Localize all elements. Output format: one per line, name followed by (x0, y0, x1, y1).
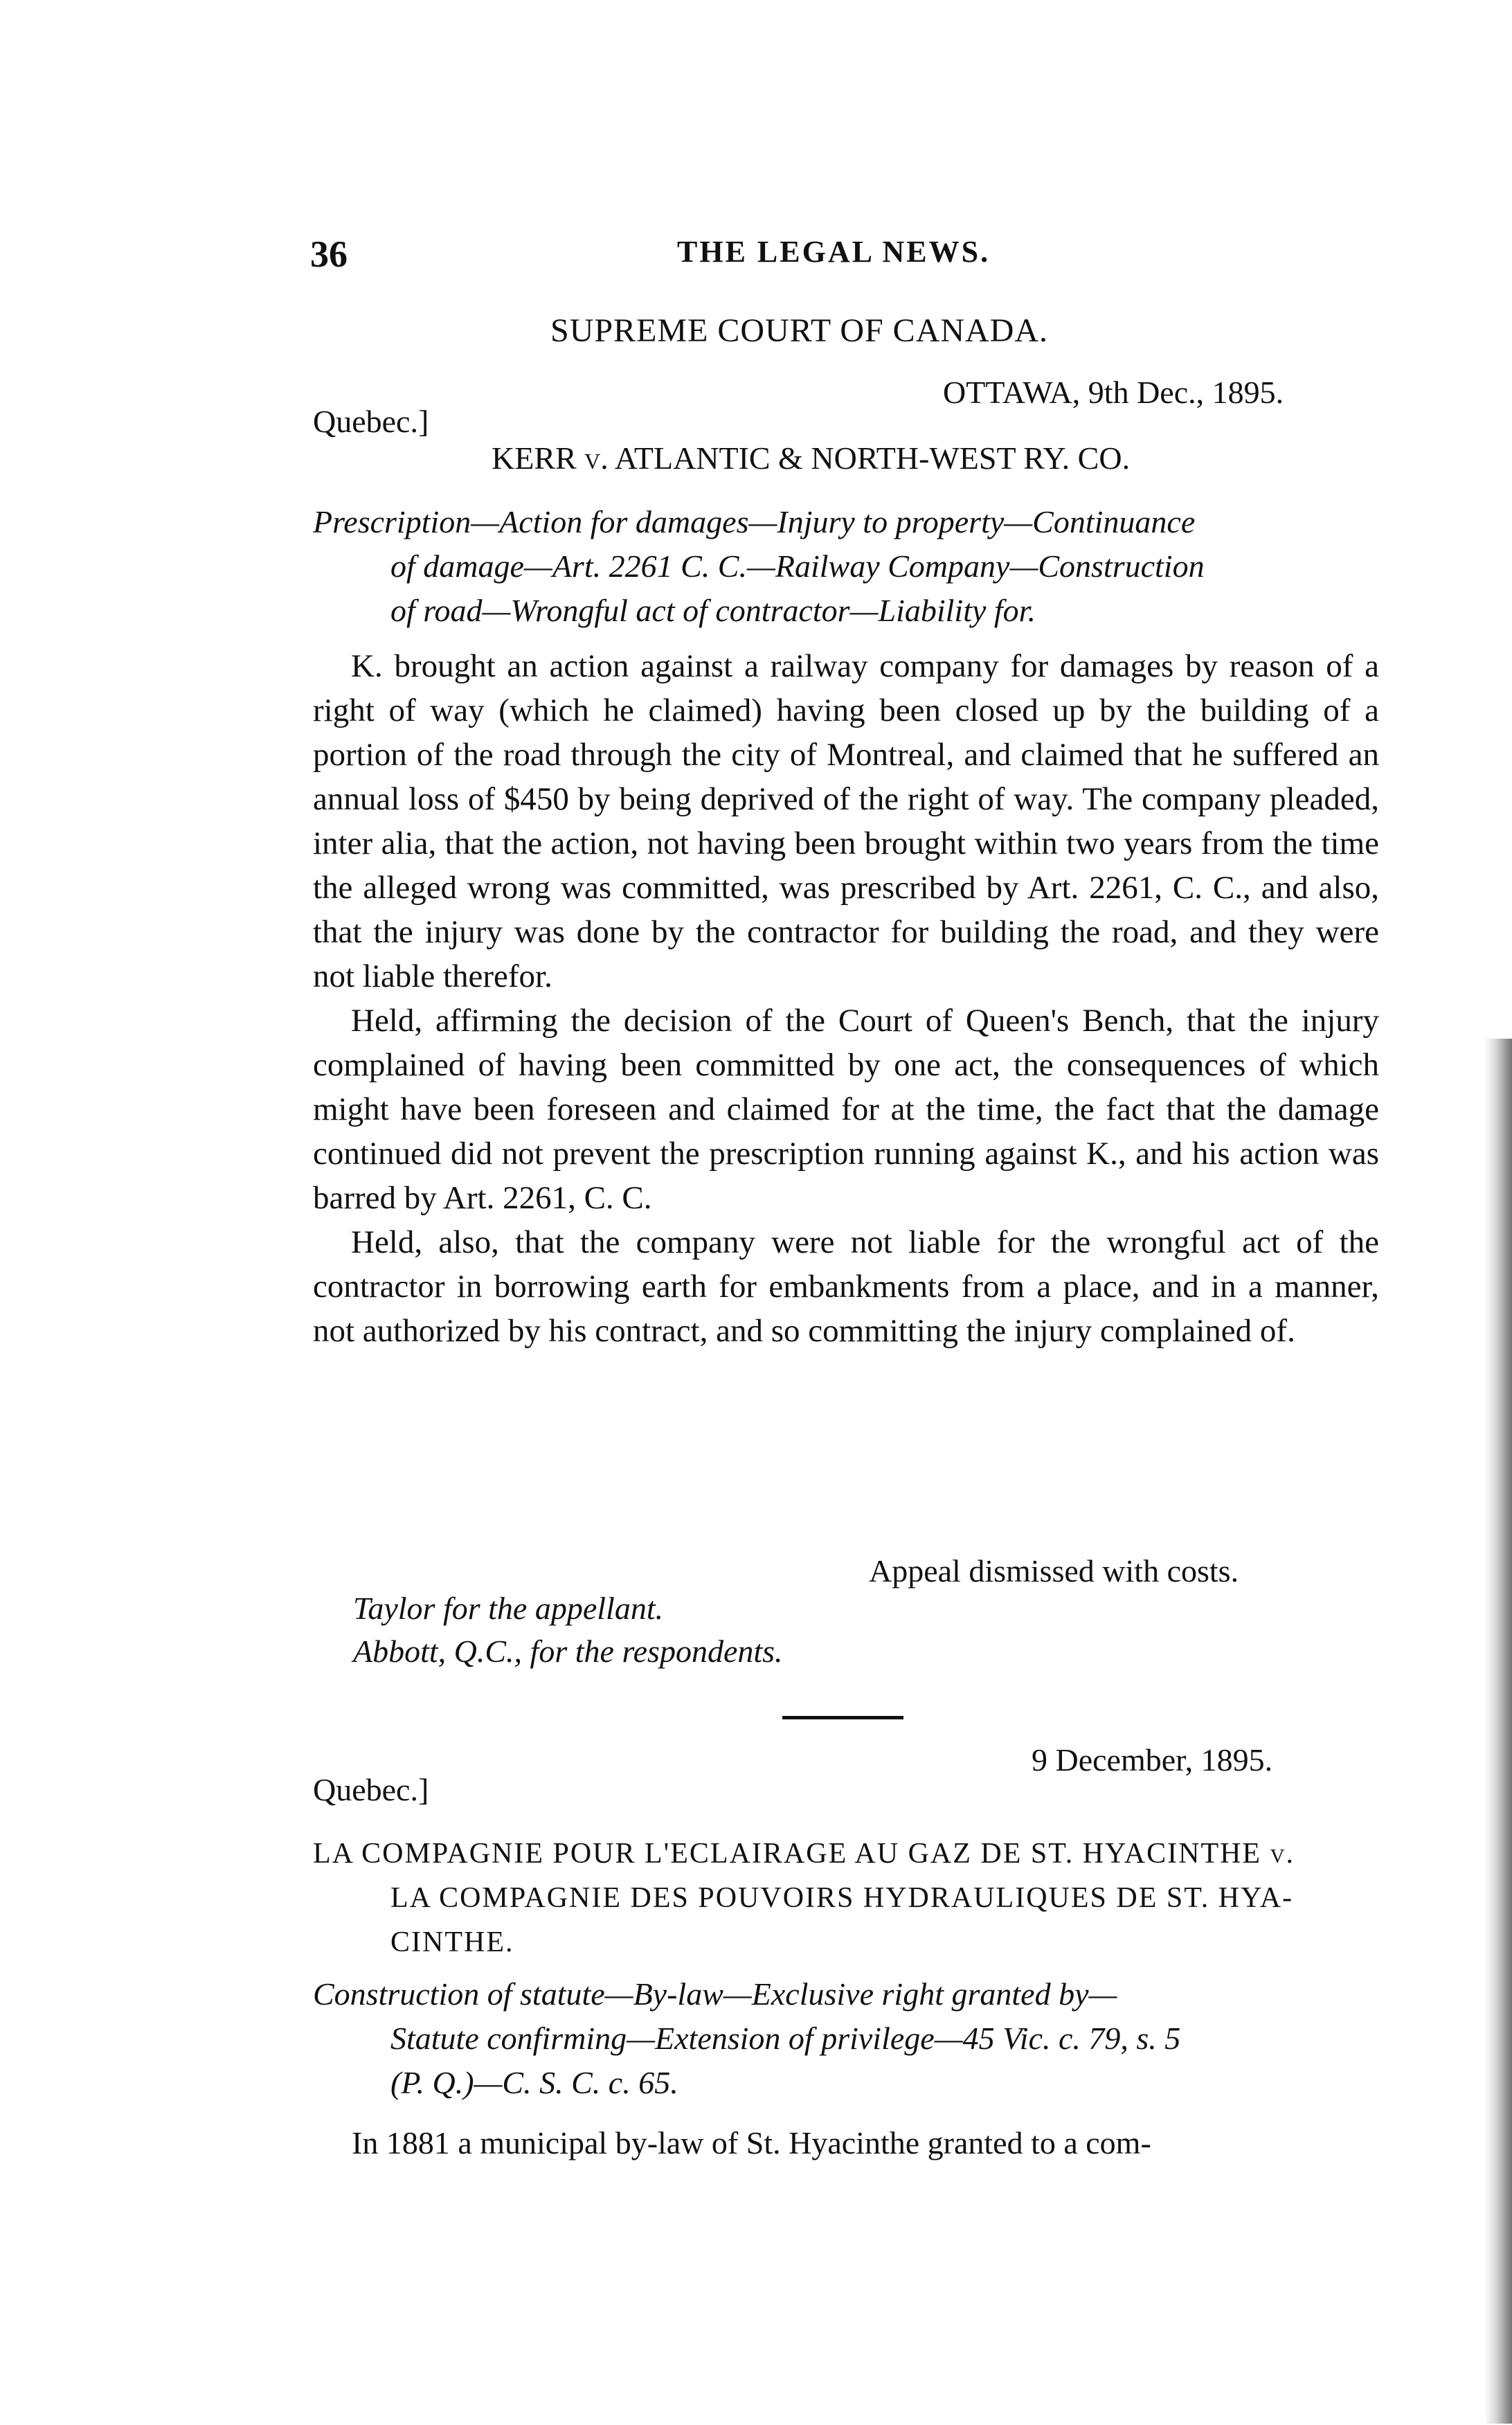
running-title: THE LEGAL NEWS. (677, 235, 991, 269)
case1-province: Quebec.] (313, 404, 429, 439)
case2-opening: In 1881 a municipal by-law of St. Hyacinthe granted to a com- (352, 2125, 1151, 2160)
case1-counsel-appellant: Taylor for the appellant. (353, 1591, 664, 1626)
case1-body (313, 644, 1379, 1353)
case1-paragraph: Held, also, that the company were not liable for the wrongful act of the contractor in borrowing earth for embankments from a place, and in a manner, not authorized by his contract, and so committing the injury complained of. (313, 1224, 1379, 1349)
case1-place-date: OTTAWA, 9th Dec., 1895. (943, 375, 1284, 410)
case1-catchwords (313, 500, 1383, 633)
case2-catchword-line: (P. Q.)—C. S. C. c. 65. (390, 2065, 678, 2100)
case2-parties-line: LA COMPAGNIE DES POUVOIRS HYDRAULIQUES DE ST. HYA- (390, 1882, 1294, 1914)
case1-paragraph: K. brought an action against a railway company for damages by reason of a right of way (which he claimed) having been closed up by the building of a portion of the road through the city of Montreal, and claimed that he suffered an annual loss of $450 by being deprived of the right of way. The company pleaded, inter alia, that the action, not having been brought within two years from the time the alleged wrong was committed, was prescribed by Art. 2261, C. C., and also, that the injury was done by the contractor for building the road, and they were not liable therefor. (313, 648, 1379, 994)
case1-paragraph: Held, affirming the decision of the Court of Queen's Bench, that the injury complained of having been committed by one act, the consequences of which might have been foreseen and claimed for at the time, the fact that the damage continued did not prevent the prescription running against K., and his action was barred by Art. 2261, C. C. (313, 1003, 1379, 1216)
case2-catchwords (313, 1972, 1383, 2105)
case2-catchword-line: Construction of statute—By-law—Exclusive right granted by— (313, 1976, 1117, 2012)
case2-parties-line: CINTHE. (390, 1926, 514, 1958)
case2-parties-line: LA COMPAGNIE POUR L'ECLAIRAGE AU GAZ DE ST. HYACINTHE v. (313, 1838, 1295, 1870)
case1-parties: KERR v. ATLANTIC & NORTH-WEST RY. CO. (492, 440, 1131, 476)
case1-disposition: Appeal dismissed with costs. (869, 1553, 1239, 1589)
scan-edge-shadow (1484, 1039, 1512, 2424)
case1-catchword-line: of road—Wrongful act of contractor—Liability for. (390, 593, 1036, 628)
case1-catchword-line: Prescription—Action for damages—Injury to property—Continuance (313, 504, 1196, 539)
case1-counsel-respondent: Abbott, Q.C., for the respondents. (353, 1634, 783, 1669)
page-number: 36 (310, 233, 348, 275)
case2-province: Quebec.] (313, 1772, 429, 1807)
section-divider (782, 1716, 903, 1719)
case2-parties (313, 1832, 1383, 1965)
case1-catchword-line: of damage—Art. 2261 C. C.—Railway Company—Construction (390, 548, 1205, 584)
case2-catchword-line: Statute confirming—Extension of privilege—45 Vic. c. 79, s. 5 (390, 2021, 1181, 2056)
court-title: SUPREME COURT OF CANADA. (550, 312, 1049, 349)
case2-date: 9 December, 1895. (1032, 1742, 1273, 1778)
